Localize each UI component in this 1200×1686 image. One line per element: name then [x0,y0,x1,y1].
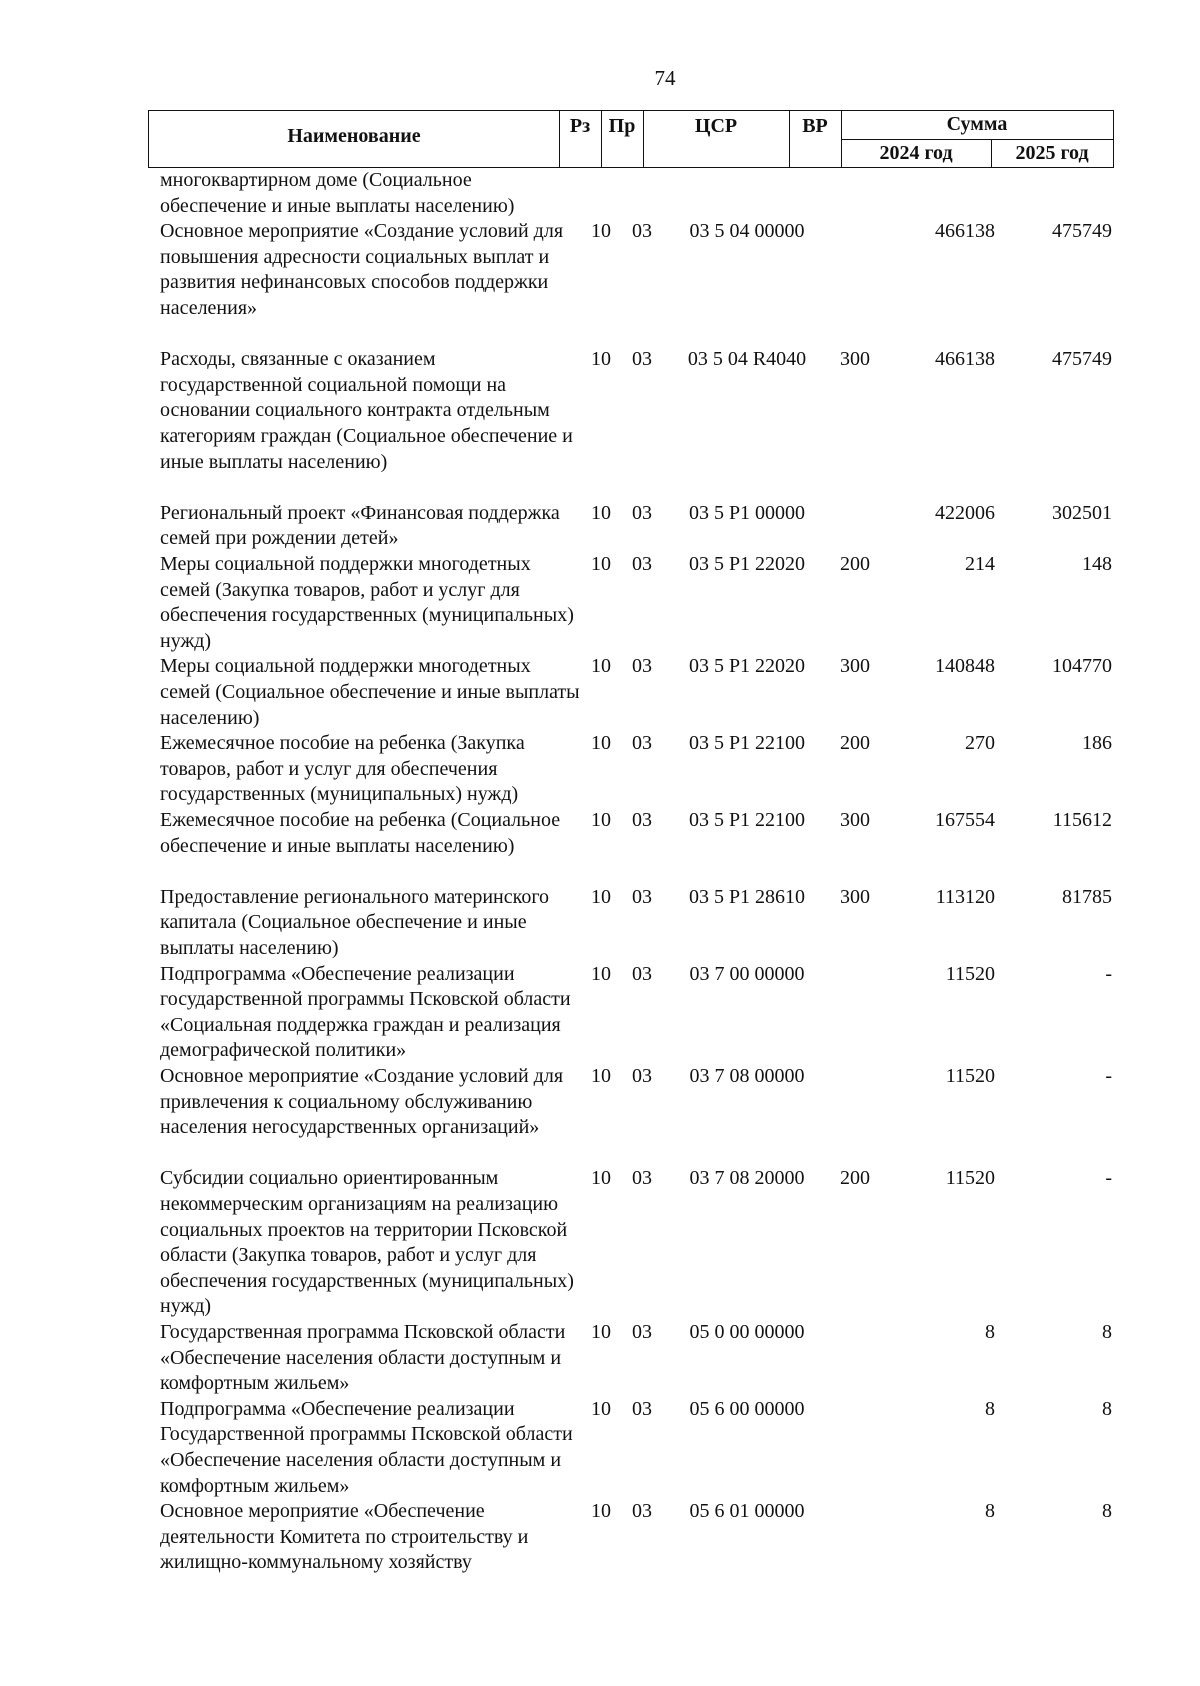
row-name: многоквартирном доме (Социальное обеспечение и иные выплаты населению) [160,169,515,217]
row-csr: 03 7 08 20000 [689,1167,805,1190]
row-csr: 03 5 P1 00000 [688,501,806,524]
row-csr: 03 7 00 00000 [689,962,805,985]
row-csr: 03 5 04 00000 [689,220,805,243]
row-vr: 300 [840,808,870,831]
row-sum-2025: 475749 [1052,348,1112,371]
row-rz: 10 [591,1320,611,1343]
divider [841,139,1113,140]
row-pr: 03 [632,655,652,678]
table-row [0,501,1200,552]
row-rz: 10 [591,552,611,575]
row-sum-2025: 104770 [1052,655,1112,678]
row-name: Основное мероприятие «Обеспечение деятельности Комитета по строительству и жилищно-коммунальному хозяйству [160,1500,529,1574]
table-row [0,731,1200,808]
row-pr: 03 [632,732,652,755]
table-row [0,1320,1200,1397]
row-sum-2024: 8 [985,1500,995,1523]
table-row [0,654,1200,731]
row-sum-2024: 8 [985,1320,995,1343]
table-row [0,1064,1200,1166]
row-csr: 03 5 P1 22020 [688,655,806,678]
row-sum-2024: 466138 [935,348,995,371]
row-vr: 200 [840,1167,870,1190]
table-row [0,1166,1200,1320]
row-rz: 10 [591,732,611,755]
row-rz: 10 [591,885,611,908]
row-sum-2025: 186 [1082,732,1112,755]
row-vr: 200 [840,552,870,575]
table-header [148,110,1114,168]
row-sum-2025: - [1105,1167,1112,1190]
row-pr: 03 [632,552,652,575]
row-sum-2025: 148 [1082,552,1112,575]
header-vr: ВР [802,115,828,137]
row-rz: 10 [591,655,611,678]
table-body [0,168,1200,1576]
row-sum-2024: 422006 [935,501,995,524]
row-sum-2024: 140848 [935,655,995,678]
table-row [0,219,1200,347]
table-row [0,347,1200,501]
row-sum-2024: 270 [965,732,995,755]
row-vr: 300 [840,655,870,678]
table-row [0,168,1200,219]
header-csr: ЦСР [694,115,738,137]
header-year-2024: 2024 год [879,142,953,164]
row-csr: 03 5 P1 28610 [688,885,806,908]
row-name: Основное мероприятие «Создание условий для привлечения к социальному обслуживанию населения негосударственных организаций» [160,1064,564,1139]
row-pr: 03 [632,1500,652,1523]
row-rz: 10 [591,501,611,524]
table-row [0,962,1200,1064]
row-name: Основное мероприятие «Создание условий для повышения адресности социальных выплат и развития нефинансовых способов поддержки населения» [160,220,564,319]
row-sum-2025: 302501 [1052,501,1112,524]
header-sum: Сумма [946,113,1008,135]
row-sum-2025: - [1105,1064,1112,1087]
row-name: Меры социальной поддержки многодетных семей (Закупка товаров, работ и услуг для обеспечения государственных (муниципальных) нужд) [160,552,574,652]
row-rz: 10 [591,808,611,831]
row-rz: 10 [591,1064,611,1087]
header-name: Наименование [287,125,421,147]
row-rz: 10 [591,1167,611,1190]
row-sum-2024: 8 [985,1397,995,1420]
row-csr: 03 5 P1 22020 [688,552,806,575]
row-sum-2025: 115612 [1052,808,1112,831]
row-pr: 03 [632,808,652,831]
row-pr: 03 [632,1064,652,1087]
table-row [0,885,1200,962]
row-pr: 03 [632,885,652,908]
page-number: 74 [654,66,676,90]
row-pr: 03 [632,348,652,371]
row-rz: 10 [591,220,611,243]
row-pr: 03 [632,1397,652,1420]
row-csr: 03 7 08 00000 [689,1064,805,1087]
row-name: Государственная программа Псковской области «Обеспечение населения области доступным и комфортным жильем» [160,1320,566,1395]
row-pr: 03 [632,1167,652,1190]
row-name: Подпрограмма «Обеспечение реализации государственной программы Псковской области «Социальная поддержка граждан и реализация демографической политики» [160,962,571,1062]
row-csr: 03 5 P1 22100 [688,808,806,831]
row-csr: 05 6 01 00000 [689,1500,805,1523]
row-sum-2025: - [1105,962,1112,985]
row-rz: 10 [591,1397,611,1420]
row-vr: 300 [840,348,870,371]
row-sum-2024: 11520 [945,1167,995,1190]
row-name: Меры социальной поддержки многодетных семей (Социальное обеспечение и иные выплаты населению) [160,655,580,729]
table-row [0,1499,1200,1576]
row-name: Ежемесячное пособие на ребенка (Закупка товаров, работ и услуг для обеспечения государственных (муниципальных) нужд) [160,732,525,806]
header-rz: Рз [569,115,591,137]
row-name: Предоставление регионального материнского капитала (Социальное обеспечение и иные выплаты населению) [160,885,550,959]
row-sum-2025: 8 [1102,1320,1112,1343]
row-pr: 03 [632,220,652,243]
row-sum-2025: 475749 [1052,220,1112,243]
row-pr: 03 [632,962,652,985]
header-pr: Пр [608,115,636,137]
row-name: Региональный проект «Финансовая поддержка семей при рождении детей» [160,501,560,550]
row-pr: 03 [632,501,652,524]
row-vr: 200 [840,732,870,755]
row-csr: 05 6 00 00000 [689,1397,805,1420]
row-sum-2024: 214 [965,552,995,575]
row-vr: 300 [840,885,870,908]
row-csr: 03 5 04 R4040 [687,348,807,371]
row-name: Подпрограмма «Обеспечение реализации Государственной программы Псковской области «Обеспечение населения области доступным и комфортным жильем» [160,1397,573,1497]
table-row [0,808,1200,885]
table-row [0,552,1200,654]
row-name: Ежемесячное пособие на ребенка (Социальное обеспечение и иные выплаты населению) [160,808,561,857]
row-sum-2024: 11520 [945,1064,995,1087]
row-sum-2024: 113120 [935,885,995,908]
table-row [0,1397,1200,1499]
row-sum-2025: 8 [1102,1397,1112,1420]
row-name: Расходы, связанные с оказанием государственной социальной помощи на основании социального контракта отдельным категориям граждан (Социальное обеспечение и иные выплаты населению) [160,348,573,473]
row-rz: 10 [591,962,611,985]
header-year-2025: 2025 год [1015,142,1089,164]
row-sum-2025: 81785 [1062,885,1112,908]
row-rz: 10 [591,1500,611,1523]
row-csr: 03 5 P1 22100 [688,732,806,755]
row-sum-2024: 167554 [935,808,995,831]
row-sum-2024: 466138 [935,220,995,243]
row-csr: 05 0 00 00000 [689,1320,805,1343]
row-sum-2025: 8 [1102,1500,1112,1523]
row-sum-2024: 11520 [945,962,995,985]
row-rz: 10 [591,348,611,371]
row-name: Субсидии социально ориентированным некоммерческим организациям на реализацию социальных проектов на территории Псковской области (Закупка товаров, работ и услуг для обеспечения государственных (муниципальных) нужд) [160,1167,574,1318]
row-pr: 03 [632,1320,652,1343]
